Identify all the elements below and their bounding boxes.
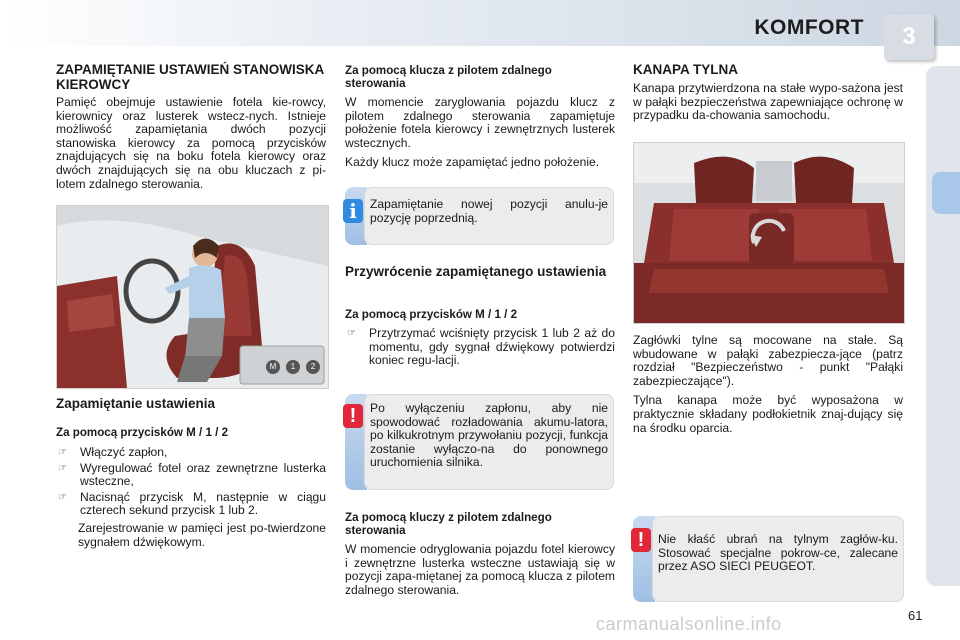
page-number: 61 [908, 608, 923, 623]
col3-title-block [633, 62, 903, 123]
section-title-rear-bench: KANAPA TYLNA [633, 62, 738, 77]
subtitle-restore-buttons: Za pomocą przycisków M / 1 / 2 [345, 308, 518, 321]
warning-icon: ! [343, 404, 363, 428]
info-note [364, 187, 614, 245]
bullet-hand-icon: ☞ [347, 328, 356, 339]
bullet-continuation: Zarejestrowanie w pamięci jest po-twierdzone sygnałem dźwiękowym. [78, 520, 326, 549]
memory-button-2[interactable]: 2 [306, 360, 320, 374]
col1-sub [56, 426, 326, 439]
col2-keys-block [345, 511, 615, 597]
col2-restore [345, 264, 615, 279]
list-item: ☞ Włączyć zapłon, [58, 445, 168, 459]
warning-note-battery-text: Po wyłączeniu zapłonu, aby nie spowodować rozładowania akumu-latora, po kilkukrotnym przywołaniu pozycji, funkcja zostanie wyłączo-na do ponownego uruchomienia silnika. [370, 401, 608, 469]
chapter-number: 3 [884, 14, 934, 60]
headrest-paragraph: Zagłówki tylne są mocowane na stałe. Są wbudowane w pałąki zabezpiecza-jące (patrz rozdział "Bezpieczeństwo - punkt "Pałąki zabezpieczające"). [633, 333, 903, 388]
col1-bullets [56, 446, 326, 549]
col1-title-block [56, 62, 326, 92]
col1-intro [56, 96, 326, 191]
col2-key-block [345, 64, 615, 170]
page-title: KOMFORT [754, 16, 864, 39]
chapter-tab[interactable] [932, 172, 960, 214]
bullet-hand-icon: ☞ [58, 447, 67, 458]
subtitle-key: Za pomocą klucza z pilotem zdalnego sterowania [345, 64, 552, 90]
warning-icon: ! [631, 528, 651, 552]
memory-button-m[interactable]: M [266, 360, 280, 374]
col2-restore-sub [345, 308, 615, 368]
watermark-text: carmanualsonline.info [596, 614, 782, 634]
bullet-hand-icon: ☞ [58, 462, 67, 474]
warning-note-headrest-text: Nie kłaść ubrań na tylnym zagłów-ku. Stosować specjalne pokrow-ce, zalecane przez ASO SIECI PEUGEOT. [658, 532, 898, 573]
info-note-text: Zapamiętanie nowej pozycji anulu-je pozycję poprzednią. [370, 197, 608, 225]
side-rail [926, 66, 960, 586]
list-item: ☞ Wyregulować fotel oraz zewnętrzne lusterka wsteczne, [58, 460, 326, 489]
keys-paragraph: W momencie odryglowania pojazdu fotel kierowcy i zewnętrzne lusterka wsteczne ustawiają się w pozycji zapa-miętanej za pomocą klucza z pilotem zdalnego sterowania. [345, 542, 615, 597]
section-title-save: Zapamiętanie ustawienia [56, 396, 216, 411]
rear-bench-illustration [633, 142, 905, 324]
memory-buttons [266, 360, 320, 374]
col1-section [56, 396, 326, 411]
list-item: ☞ Nacisnąć przycisk M, następnie w ciągu czterech sekund przycisk 1 lub 2. [58, 489, 326, 518]
section-title-restore: Przywrócenie zapamiętanego ustawienia [345, 264, 607, 279]
col3-body [633, 334, 903, 435]
rear-bench-intro: Kanapa przytwierdzona na stałe wypo-sażona jest w pałąki bezpieczeństwa zapewniające ochronę w przypadku da-chowania samochodu. [633, 81, 903, 123]
bullet-hand-icon: ☞ [58, 491, 67, 503]
warning-note-headrest [652, 516, 904, 602]
memory-button-1[interactable]: 1 [286, 360, 300, 374]
armrest-paragraph: Tylna kanapa może być wyposażona w praktycznie składany podłokietnik znaj-dujący się na środku oparcia. [633, 393, 903, 435]
rear-bench-drawing [634, 143, 904, 323]
list-item: ☞ Przytrzymać wciśnięty przycisk 1 lub 2 aż do momentu, gdy sygnał dźwiękowy potwierdzi koniec regu-lacji. [347, 326, 615, 368]
warning-note-battery [364, 394, 614, 490]
section-title-memory: ZAPAMIĘTANIE USTAWIEŃ STANOWISKA KIEROWCY [56, 62, 324, 92]
info-icon: i [343, 199, 363, 223]
subtitle-keys: Za pomocą kluczy z pilotem zdalnego sterowania [345, 511, 552, 537]
driver-seat-illustration [56, 205, 329, 389]
subtitle-buttons: Za pomocą przycisków M / 1 / 2 [56, 426, 229, 439]
key-paragraph-2: Każdy klucz może zapamiętać jedno położenie. [345, 155, 600, 170]
key-paragraph-1: W momencie zaryglowania pojazdu klucz z pilotem zdalnego sterowania zapamiętuje położenie fotela kierowcy i zewnętrznych lusterek wstecznych. [345, 95, 615, 150]
memory-intro-text: Pamięć obejmuje ustawienie fotela kie-rowcy, kierownicy oraz lusterek wstecz-nych. Istnieje możliwość zapamiętania dwóch pozycji stanowiska kierowcy za pomocą przycisków znajdujących się na boku fotela kierowcy oraz dwóch znajdujących się na obu kluczach z pi-lotem zdalnego sterowania. [56, 95, 326, 191]
